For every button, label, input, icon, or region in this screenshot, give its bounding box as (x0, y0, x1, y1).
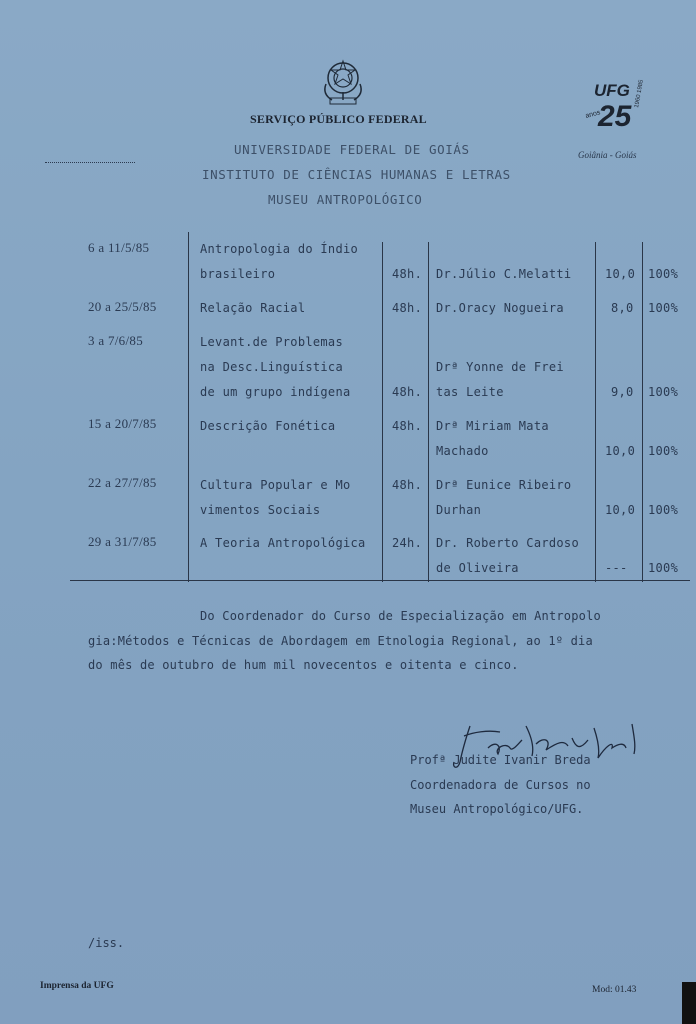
museum-name: MUSEU ANTROPOLÓGICO (268, 192, 423, 207)
row-course: Relação Racial (200, 301, 306, 315)
table-divider (642, 242, 643, 582)
row-teacher: Dr. Roberto Cardoso (436, 536, 579, 550)
row-course: brasileiro (200, 267, 276, 281)
ufg-25-anos-logo (580, 78, 650, 130)
signatory-role: Coordenadora de Cursos no (410, 777, 591, 792)
row-teacher: Durhan (436, 503, 482, 517)
row-grade: 9,0 (611, 385, 634, 399)
row-date: 3 a 7/6/85 (88, 333, 143, 348)
row-date: 15 a 20/7/85 (88, 416, 157, 431)
row-teacher: de Oliveira (436, 561, 519, 575)
row-hours: 48h. (392, 385, 423, 399)
row-grade: 10,0 (605, 503, 636, 517)
scan-edge (682, 982, 696, 1024)
city-label: Goiânia - Goiás (578, 150, 637, 160)
dotted-line (45, 162, 135, 163)
institute-name: INSTITUTO DE CIÊNCIAS HUMANAS E LETRAS (202, 167, 511, 182)
logo-ufg-text: UFG (594, 81, 630, 100)
signature-block (410, 748, 591, 822)
paragraph-line: Do Coordenador do Curso de Especialização em Antropolo (200, 609, 601, 623)
row-course: vimentos Sociais (200, 503, 321, 517)
logo-years: 1960 1985 (634, 79, 645, 109)
row-date: 6 a 11/5/85 (88, 240, 150, 255)
service-header: SERVIÇO PÚBLICO FEDERAL (250, 112, 427, 126)
row-teacher: Dr.Oracy Nogueira (436, 301, 564, 315)
logo-number: 25 (598, 100, 632, 130)
row-grade: 8,0 (611, 301, 634, 315)
university-name: UNIVERSIDADE FEDERAL DE GOIÁS (234, 142, 470, 157)
form-number: Mod: 01.43 (592, 985, 637, 995)
table-divider (428, 242, 429, 582)
row-date: 29 a 31/7/85 (88, 534, 157, 549)
row-teacher: Drª Eunice Ribeiro (436, 478, 572, 492)
row-hours: 24h. (392, 536, 423, 550)
row-frequency: 100% (648, 267, 679, 281)
row-hours: 48h. (392, 301, 423, 315)
row-teacher: Machado (436, 444, 489, 458)
row-frequency: 100% (648, 503, 679, 517)
row-frequency: 100% (648, 561, 679, 575)
row-course: Levant.de Problemas (200, 335, 343, 349)
row-date: 22 a 27/7/85 (88, 475, 157, 490)
row-course: Antropologia do Índio (200, 242, 359, 256)
row-course: Descrição Fonética (200, 419, 336, 433)
brazil-coat-of-arms-icon (320, 56, 366, 108)
row-hours: 48h. (392, 478, 423, 492)
row-teacher: tas Leite (436, 385, 504, 399)
row-grade: 10,0 (605, 444, 636, 458)
closing-paragraph (88, 604, 688, 678)
logo-anos: anos (584, 109, 602, 120)
row-teacher: Drª Yonne de Frei (436, 360, 564, 374)
row-course: A Teoria Antropológica (200, 536, 366, 550)
table-divider (382, 242, 383, 582)
table-divider (188, 232, 189, 582)
row-teacher: Dr.Júlio C.Melatti (436, 267, 572, 281)
row-course: de um grupo indígena (200, 385, 351, 399)
row-hours: 48h. (392, 419, 423, 433)
course-table (80, 232, 694, 584)
row-course: Cultura Popular e Mo (200, 478, 351, 492)
table-divider (595, 242, 596, 582)
signatory-role: Museu Antropológico/UFG. (410, 802, 584, 816)
row-teacher: Drª Miriam Mata (436, 419, 549, 433)
typist-initials: /iss. (88, 936, 125, 950)
row-frequency: 100% (648, 385, 679, 399)
press-label: Imprensa da UFG (40, 981, 114, 991)
paragraph-line: do mês de outubro de hum mil novecentos e oitenta e cinco. (88, 658, 519, 672)
paragraph-line: gia:Métodos e Técnicas de Abordagem em Etnologia Regional, ao 1º dia (88, 633, 593, 648)
row-grade: --- (605, 561, 628, 575)
signatory-name: Profª Judite Ivanir Breda (410, 753, 591, 767)
row-frequency: 100% (648, 301, 679, 315)
row-course: na Desc.Linguística (200, 360, 343, 374)
row-grade: 10,0 (605, 267, 636, 281)
row-date: 20 a 25/5/85 (88, 299, 157, 314)
row-hours: 48h. (392, 267, 423, 281)
row-frequency: 100% (648, 444, 679, 458)
table-bottom-line (70, 580, 690, 581)
